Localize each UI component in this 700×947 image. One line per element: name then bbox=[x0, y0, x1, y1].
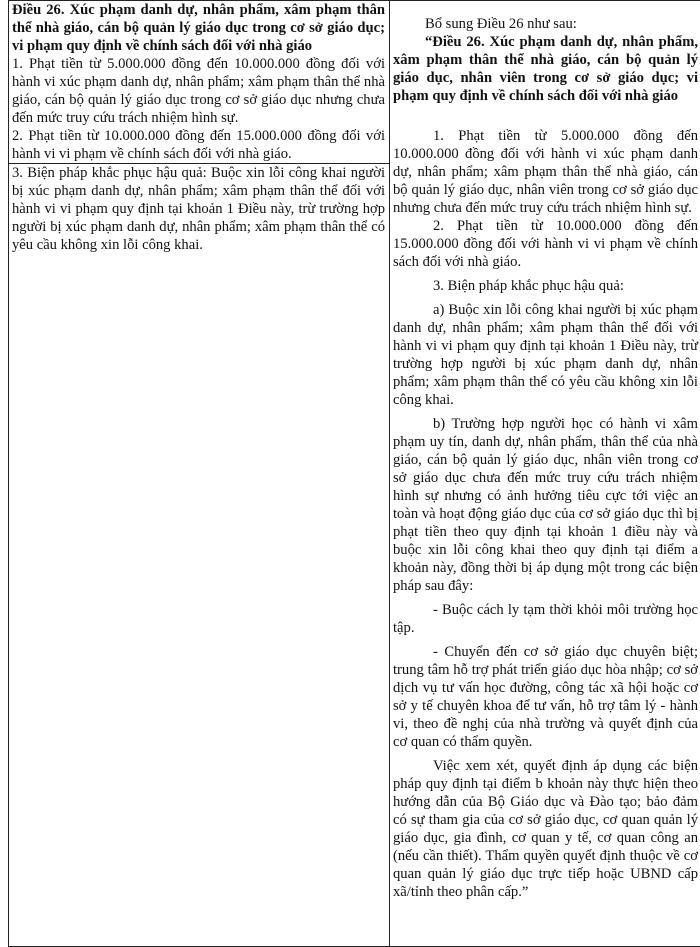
amended-dash-2: - Chuyển đến cơ sở giáo dục chuyên biệt; trung tâm hỗ trợ phát triển giáo dục hòa nhập; cơ sở dịch vụ tư vấn học đường, công tác xã hội hoặc cơ sở y tế chuyên khoa để tư vấn, hỗ trợ tâm lý - hành vi, theo đề nghị của nhà trường và quyết định của cơ quan có thẩm quyền. bbox=[393, 643, 698, 751]
amended-item-1: 1. Phạt tiền từ 5.000.000 đồng đến 10.000.000 đồng đối với hành vi xúc phạm danh dự, nhân phẩm; xâm phạm thân thể nhà giáo, cán bộ quản lý giáo dục, nhân viên trong cơ sở giáo dục nhưng chưa đến mức truy cứu trách nhiệm hình sự. bbox=[393, 127, 698, 217]
article-26-title-current: Điều 26. Xúc phạm danh dự, nhân phẩm, xâm phạm thân thể nhà giáo, cán bộ quản lý giáo dục trong cơ sở giáo dục; vi phạm quy định về chính sách đối với nhà giáo bbox=[12, 1, 385, 55]
amendment-intro: Bổ sung Điều 26 như sau: bbox=[393, 15, 698, 33]
table-row bbox=[9, 1, 700, 164]
article-26-title-amended: “Điều 26. Xúc phạm danh dự, nhân phẩm, xâm phạm thân thể nhà giáo, cán bộ quản lý giáo dục, nhân viên trong cơ sở giáo dục; vi phạm quy định về chính sách đối với nhà giáo bbox=[393, 33, 698, 105]
current-item-3: 3. Biện pháp khắc phục hậu quả: Buộc xin lỗi công khai người bị xúc phạm danh dự, nhân phẩm; xâm phạm thân thể đối với hành vi vi phạm quy định tại khoản 1 Điều này, trừ trường hợp người bị xúc phạm danh dự, nhân phẩm; xâm phạm thân thể có yêu cầu không xin lỗi công khai. bbox=[12, 164, 385, 254]
amended-item-3b: b) Trường hợp người học có hành vi xâm phạm uy tín, danh dự, nhân phẩm, thân thể của nhà giáo, cán bộ quản lý giáo dục, nhân viên trong cơ sở giáo dục chưa đến mức truy cứu trách nhiệm hình sự nhưng có ảnh hưởng tiêu cực tới việc an toàn và hoạt động giáo dục của cơ sở giáo dục thì bị phạt tiền theo quy định tại khoản 1 điều này và buộc xin lỗi công khai theo quy định tại điểm a khoản này, đồng thời bị áp dụng một trong các biện pháp sau đây: bbox=[393, 415, 698, 595]
amended-provision-column bbox=[390, 1, 700, 947]
amended-item-3a: a) Buộc xin lỗi công khai người bị xúc phạm danh dự, nhân phẩm; xâm phạm thân thể đối với hành vi vi phạm quy định tại khoản 1 Điều này, trừ trường hợp người bị xúc phạm danh dự, nhân phẩm; xâm phạm thân thể có yêu cầu không xin lỗi công khai. bbox=[393, 301, 698, 409]
comparison-table bbox=[8, 0, 700, 947]
amended-item-2: 2. Phạt tiền từ 10.000.000 đồng đến 15.000.000 đồng đối với hành vi vi phạm về chính sách đối với nhà giáo. bbox=[393, 217, 698, 271]
amended-dash-1: - Buộc cách ly tạm thời khỏi môi trường học tập. bbox=[393, 601, 698, 637]
amended-closing: Việc xem xét, quyết định áp dụng các biện pháp quy định tại điểm b khoản này thực hiện theo hướng dẫn của Bộ Giáo dục và Đào tạo; bảo đảm có sự tham gia của cơ sở giáo dục, cơ quan quản lý giáo dục, gia đình, cơ quan y tế, cơ quan công an (nếu cần thiết). Thẩm quyền quyết định thuộc về cơ quan quản lý giáo dục trực tiếp hoặc UBND cấp xã/tỉnh theo phân cấp.” bbox=[393, 757, 698, 901]
amended-item-3: 3. Biện pháp khắc phục hậu quả: bbox=[393, 277, 698, 295]
current-item-1: 1. Phạt tiền từ 5.000.000 đồng đến 10.000.000 đồng đối với hành vi xúc phạm danh dự, nhân phẩm; xâm phạm thân thể nhà giáo, cán bộ quản lý giáo dục trong cơ sở giáo dục nhưng chưa đến mức truy cứu trách nhiệm hình sự. bbox=[12, 55, 385, 127]
current-provision-column bbox=[9, 1, 390, 164]
current-item-2: 2. Phạt tiền từ 10.000.000 đồng đến 15.000.000 đồng đối với hành vi vi phạm về chính sách đối với nhà giáo. bbox=[12, 127, 385, 163]
current-item-3-cell bbox=[9, 164, 390, 947]
